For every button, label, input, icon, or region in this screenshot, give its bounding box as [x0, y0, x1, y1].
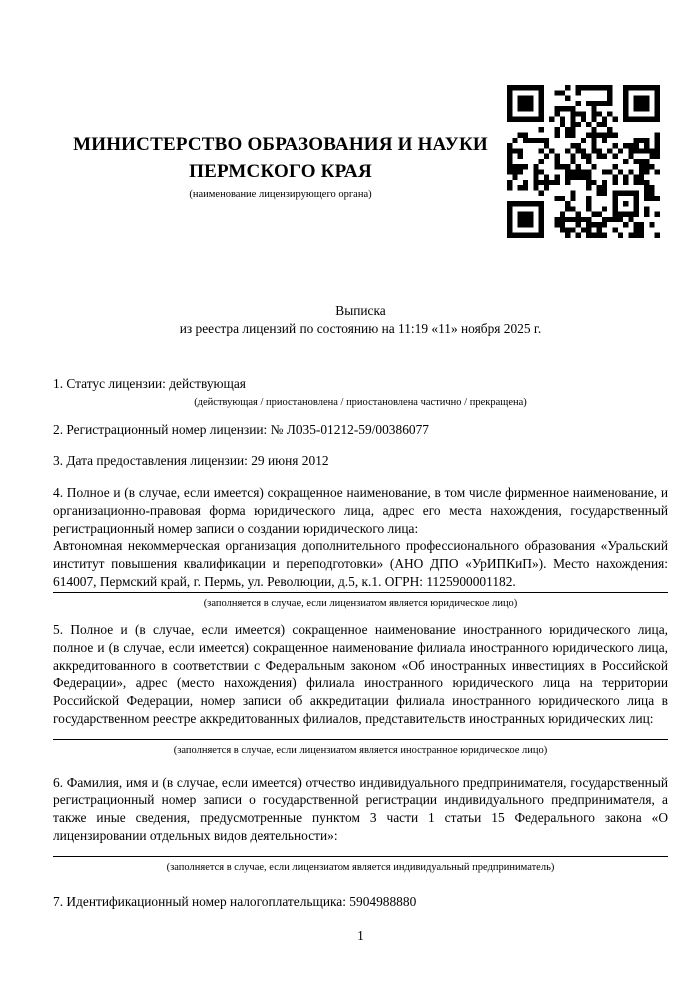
blank-field-rule-individual [53, 856, 668, 857]
field-individual-note: (заполняется в случае, если лицензиатом является индивидуальный предприниматель) [166, 862, 555, 874]
blank-field-rule-foreign-entity [53, 739, 668, 740]
field-legal-entity-label: 4. Полное и (в случае, если имеется) сокращенное наименование, в том числе фирменное наименование, и организационно-правовая форма юридического лица, адрес его места нахождения, государственный регистрационный номер записи о создании юридического лица: [53, 485, 668, 536]
ministry-name-line2: ПЕРМСКОГО КРАЯ [189, 161, 372, 182]
document-title-line2: из реестра лицензий по состоянию на 11:19 «11» ноября 2025 г. [179, 320, 542, 336]
document-title [53, 302, 668, 337]
field-legal-entity-value: Автономная некоммерческая организация дополнительного профессионального образования «Уральский институт повышения квалификации и переподготовки» (АНО ДПО «УрИПКиП»). Место нахождения: 614007, Пермский край, г. Пермь, ул. Революции, д.5, к.1. ОГРН: 1125900001182. [53, 538, 668, 589]
field-taxpayer-number: 7. Идентификационный номер налогоплательщика: 5904988880 [53, 894, 417, 910]
ministry-name-line1: МИНИСТЕРСТВО ОБРАЗОВАНИЯ И НАУКИ [73, 134, 488, 155]
field-registration-number: 2. Регистрационный номер лицензии: № Л035-01212-59/00386077 [53, 421, 429, 437]
field-foreign-entity: 5. Полное и (в случае, если имеется) сокращенное наименование иностранного юридического лица, полное и (в случае, если имеется) сокращенное наименование филиала иностранного юридического лица, аккредитованного в соответствии с Федеральным законом «Об иностранных инвестициях в Российской Федерации», адрес (место нахождения) филиала иностранного юридического лица на территории Российской Федерации, номер записи об аккредитации филиала иностранного юридического лица в государственном реестре аккредитованных филиалов, представительств иностранных юридических лиц: [53, 622, 668, 726]
document-body [53, 375, 668, 911]
field-foreign-entity-note: (заполняется в случае, если лицензиатом является иностранное юридическое лицо) [173, 744, 548, 756]
qr-code-image [507, 85, 660, 238]
document-title-line1: Выписка [335, 303, 386, 318]
field-individual-entrepreneur: 6. Фамилия, имя и (в случае, если имеется) отчество индивидуального предпринимателя, государственный регистрационный номер записи о государственной регистрации индивидуального предпринимателя, а также иные сведения, предусмотренные пунктом 3 части 1 статьи 15 Федерального закона «О лицензировании отдельных видов деятельности»: [53, 774, 668, 843]
ministry-caption: (наименование лицензирующего органа) [189, 189, 372, 200]
blank-field-rule-legal-entity [53, 592, 668, 593]
field-legal-entity-note: (заполняется в случае, если лицензиатом является юридическое лицо) [203, 598, 518, 610]
qr-code [507, 85, 660, 238]
field-legal-entity [53, 484, 668, 590]
field-license-status: 1. Статус лицензии: действующая [53, 376, 246, 391]
page-number: 1 [357, 928, 364, 943]
licensing-authority-header [53, 131, 508, 201]
field-grant-date: 3. Дата предоставления лицензии: 29 июня 2012 [53, 453, 329, 469]
field-license-status-note: (действующая / приостановлена / приостановлена частично / прекращена) [194, 396, 527, 408]
